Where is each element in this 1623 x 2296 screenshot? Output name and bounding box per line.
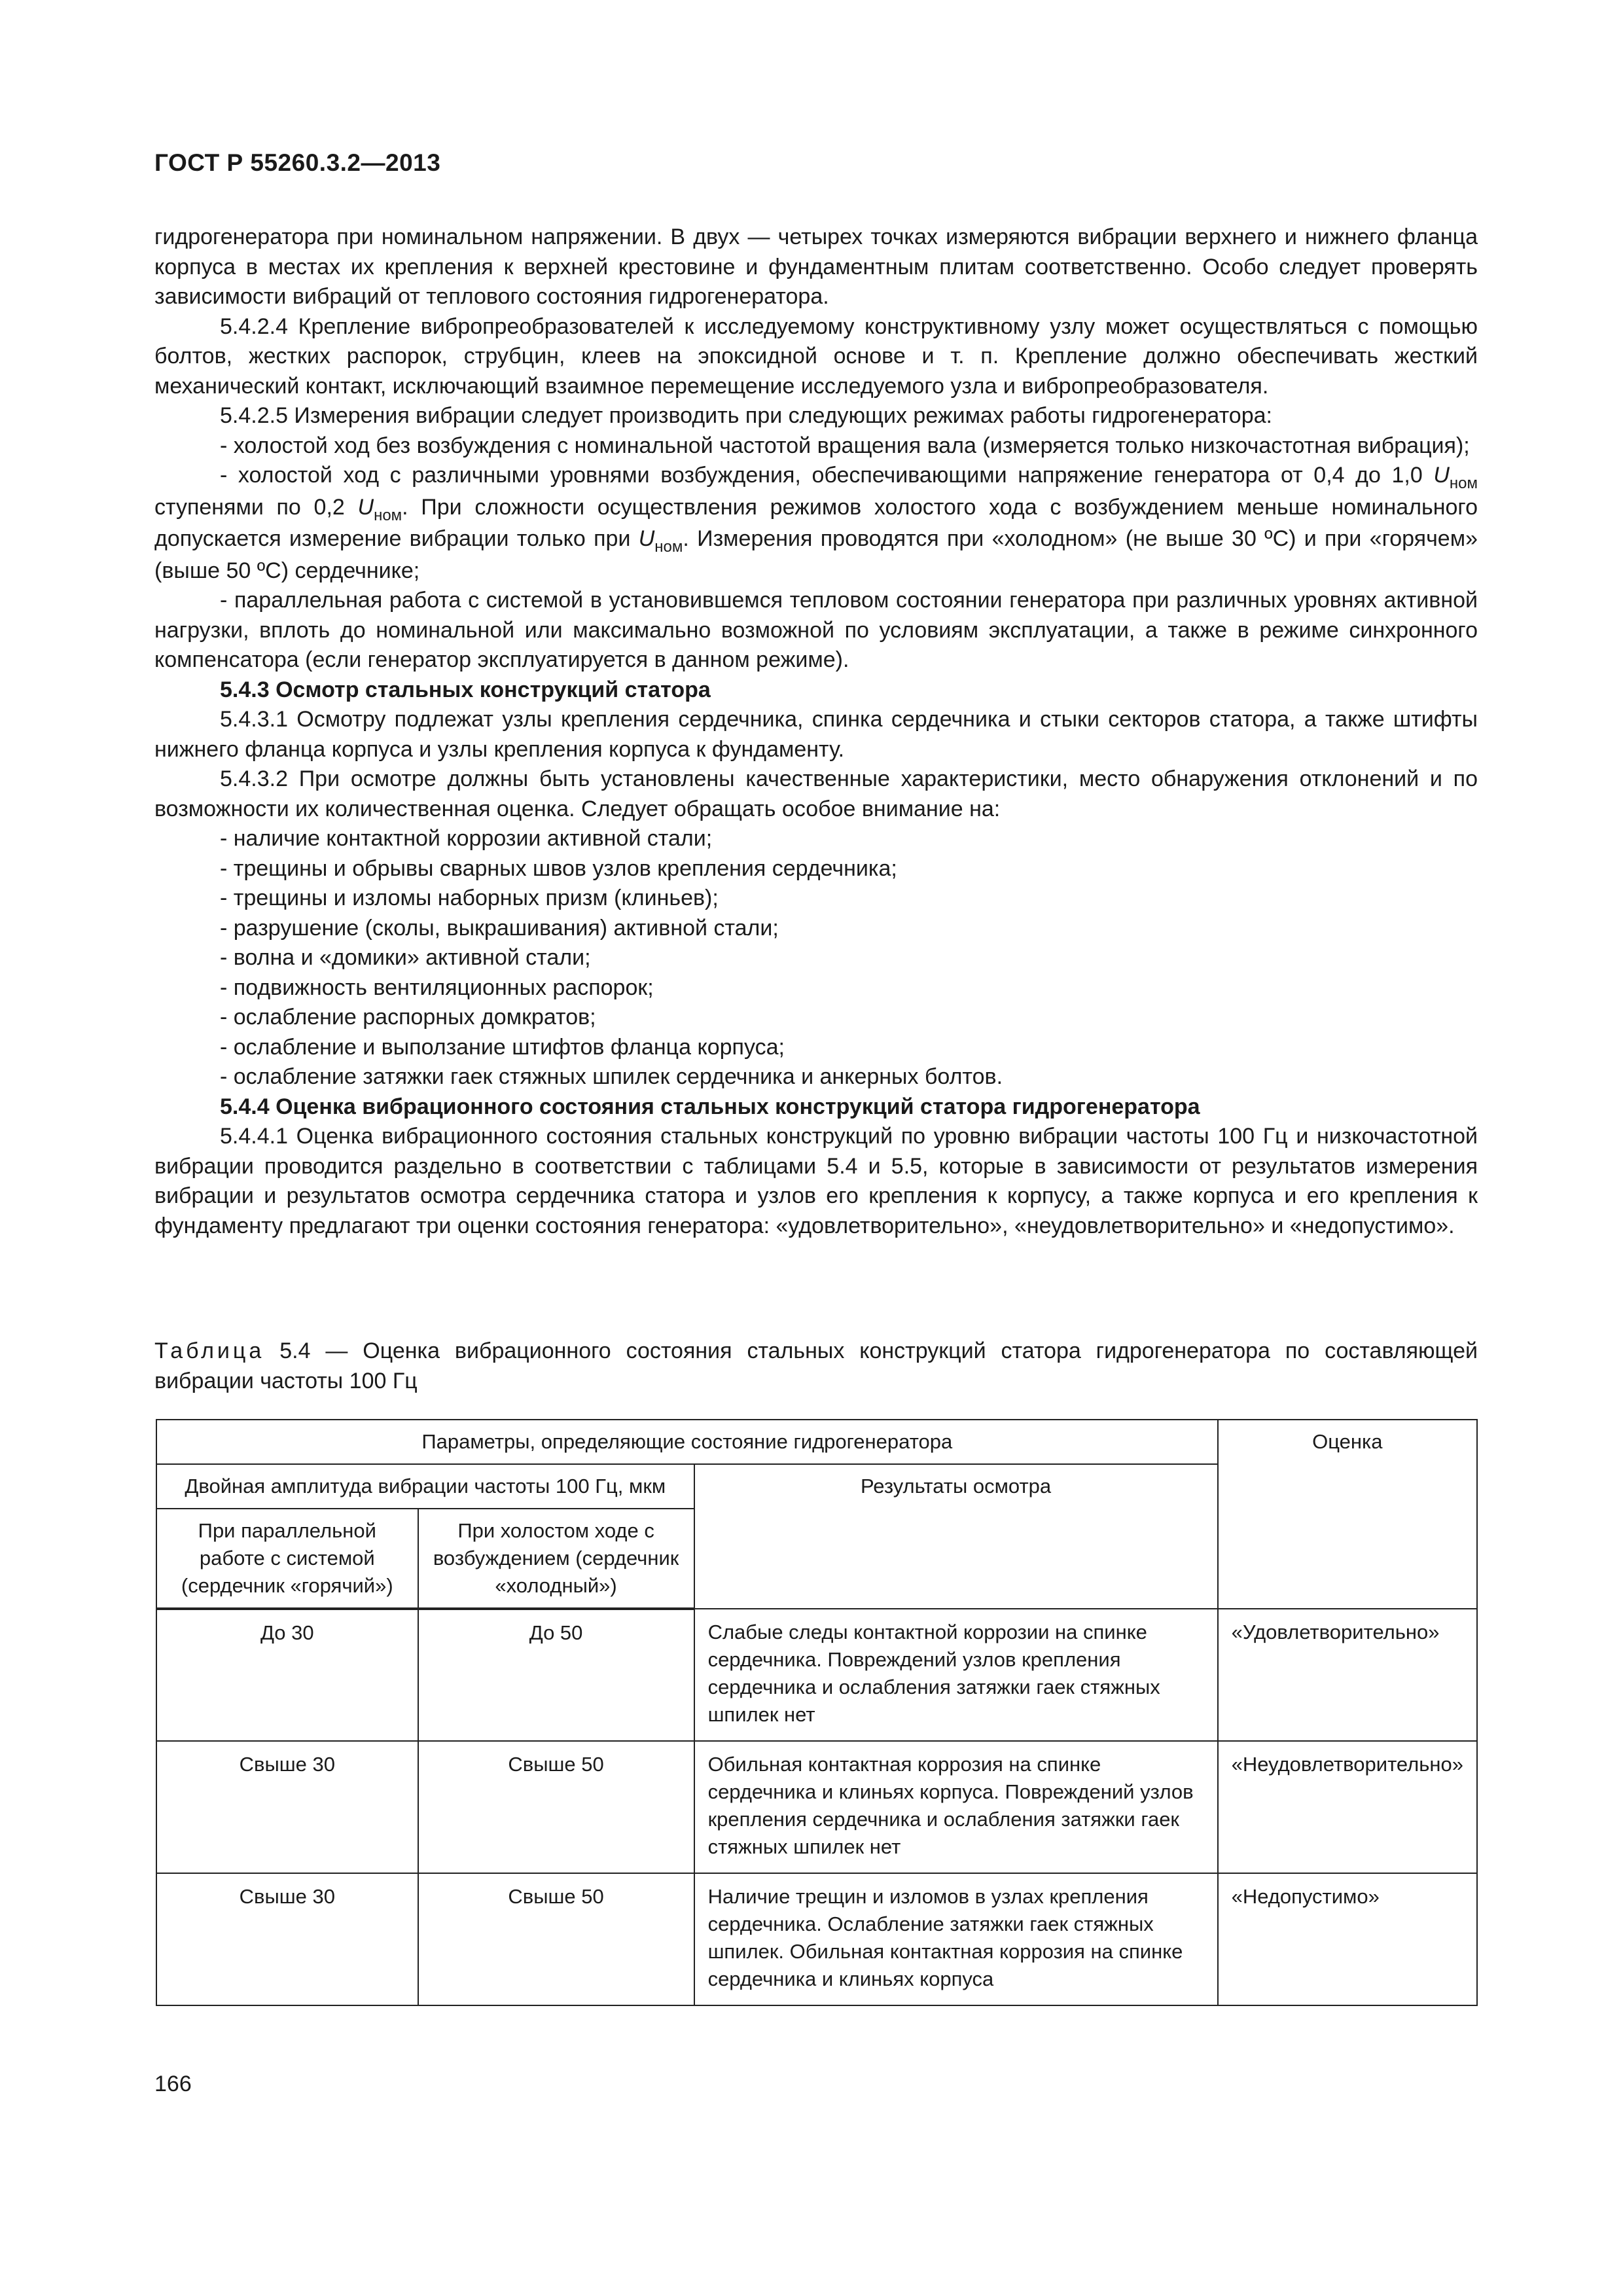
symbol-u: U: [1433, 463, 1450, 488]
symbol-u: U: [357, 494, 374, 520]
list-item: - трещины и изломы наборных призм (клиньев);: [220, 886, 719, 910]
body-text: [154, 223, 1478, 1241]
cell-result: Наличие трещин и изломов в узлах крепления сердечника. Ослабление затяжки гаек стяжных шпилек. Обильная контактная коррозия на спинке сердечника и клиньях корпуса: [694, 1873, 1218, 2005]
text-span: . При сложности осуществления режимов холостого хода с возбуждением меньше номинального допускается измерение вибрации только при: [154, 494, 1478, 551]
cell-parallel: Свыше 30: [156, 1741, 418, 1873]
symbol-u: U: [638, 526, 655, 551]
paragraph: [154, 461, 1478, 586]
table-header-parallel: При параллельной работе с системой (сердечник «горячий»): [156, 1509, 418, 1609]
table-header-params: Параметры, определяющие состояние гидрогенератора: [156, 1420, 1218, 1464]
paragraph: 5.4.4.1 Оценка вибрационного состояния стальных конструкций по уровню вибрации частоты 100 Гц и низкочастотной вибрации проводится раздельно в соответствии с таблицами 5.4 и 5.5, которые в зависимости от результатов измерения вибрации и результатов осмотра сердечника статора и узлов его крепления к корпусу, а также корпуса и его крепления к фундаменту предлагают три оценки состояния генератора: «удовлетворительно», «неудовлетворительно» и «недопустимо».: [154, 1124, 1478, 1238]
cell-result: Обильная контактная коррозия на спинке сердечника и клиньях корпуса. Повреждений узлов крепления сердечника и ослабления затяжки гаек стяжных шпилек нет: [694, 1741, 1218, 1873]
cell-rating: «Недопустимо»: [1218, 1873, 1477, 2005]
cell-parallel: Свыше 30: [156, 1873, 418, 2005]
list-item: - наличие контактной коррозии активной стали;: [220, 826, 713, 851]
text-span: - холостой ход с различными уровнями возбуждения, обеспечивающими напряжение генератора от 0,4 до 1,0: [220, 463, 1434, 488]
table-caption-text: 5.4 — Оценка вибрационного состояния стальных конструкций статора гидрогенератора по составляющей вибрации частоты 100 Гц: [154, 1338, 1478, 1393]
subscript: ном: [654, 538, 683, 556]
text-span: ступенями по 0,2: [154, 494, 358, 520]
cell-rating: «Неудовлетворительно»: [1218, 1741, 1477, 1873]
table-row: [156, 1873, 1477, 2005]
paragraph: - холостой ход без возбуждения с номинальной частотой вращения вала (измеряется только низкочастотная вибрация);: [220, 433, 1470, 458]
cell-idle: Свыше 50: [418, 1741, 694, 1873]
table-row: [156, 1609, 1477, 1741]
paragraph: 5.4.3.1 Осмотру подлежат узлы крепления сердечника, спинка сердечника и стыки секторов статора, а также штифты нижнего фланца корпуса и узлы крепления корпуса к фундаменту.: [154, 707, 1478, 762]
cell-parallel: До 30: [156, 1609, 418, 1741]
table-row: [156, 1741, 1477, 1873]
list-item: - ослабление и выползание штифтов фланца корпуса;: [220, 1034, 785, 1060]
document-header: ГОСТ Р 55260.3.2—2013: [154, 149, 441, 176]
cell-rating: «Удовлетворительно»: [1218, 1609, 1477, 1741]
paragraph: гидрогенератора при номинальном напряжении. В двух — четырех точках измеряются вибрации верхнего и нижнего фланца корпуса в местах их крепления к верхней крестовине и фундаментным плитам соответственно. Особо следует проверять зависимости вибраций от теплового состояния гидрогенератора.: [154, 224, 1478, 309]
section-heading: 5.4.4 Оценка вибрационного состояния стальных конструкций статора гидрогенератора: [220, 1094, 1200, 1119]
paragraph: - параллельная работа с системой в установившемся тепловом состоянии генератора при различных уровнях активной нагрузки, вплоть до номинальной или максимально возможной по условиям эксплуатации, а также в режиме синхронного компенсатора (если генератор эксплуатируется в данном режиме).: [154, 588, 1478, 672]
cell-idle: Свыше 50: [418, 1873, 694, 2005]
table-caption-label: Таблица: [154, 1338, 265, 1363]
list-item: - ослабление распорных домкратов;: [220, 1005, 596, 1030]
list-item: - трещины и обрывы сварных швов узлов крепления сердечника;: [220, 855, 897, 881]
table-header-rating: Оценка: [1218, 1420, 1477, 1609]
page-number: 166: [154, 2072, 192, 2096]
subscript: ном: [374, 506, 402, 524]
section-heading: 5.4.3 Осмотр стальных конструкций статора: [220, 677, 711, 702]
list-item: - подвижность вентиляционных распорок;: [220, 975, 654, 1000]
table-header-results: Результаты осмотра: [694, 1464, 1218, 1609]
text-span: . Измерения проводятся при «холодном» (не выше 30 ºС) и при «горячем» (выше 50 ºС) сердечнике;: [154, 526, 1478, 583]
list-item: - разрушение (сколы, выкрашивания) активной стали;: [220, 915, 779, 941]
table-caption: [154, 1336, 1478, 1396]
table-header-amplitude: Двойная амплитуда вибрации частоты 100 Гц, мкм: [156, 1464, 694, 1509]
list-item: - ослабление затяжки гаек стяжных шпилек сердечника и анкерных болтов.: [220, 1064, 1003, 1089]
cell-result: Слабые следы контактной коррозии на спинке сердечника. Повреждений узлов крепления сердечника и ослабления затяжки гаек стяжных шпилек нет: [694, 1609, 1218, 1741]
table-header-idle: При холостом ходе с возбуждением (сердечник «холодный»): [418, 1509, 694, 1609]
assessment-table: [156, 1419, 1478, 2006]
paragraph: 5.4.3.2 При осмотре должны быть установлены качественные характеристики, место обнаружения отклонений и по возможности их количественная оценка. Следует обращать особое внимание на:: [154, 766, 1478, 821]
paragraph: 5.4.2.4 Крепление вибропреобразователей к исследуемому конструктивному узлу может осуществляться с помощью болтов, жестких распорок, струбцин, клеев на эпоксидной основе и т. п. Крепление должно обеспечивать жесткий механический контакт, исключающий взаимное перемещение исследуемого узла и вибропреобразователя.: [154, 314, 1478, 399]
list-item: - волна и «домики» активной стали;: [220, 945, 591, 970]
subscript: ном: [1449, 475, 1478, 492]
paragraph: 5.4.2.5 Измерения вибрации следует производить при следующих режимах работы гидрогенератора:: [220, 403, 1272, 428]
cell-idle: До 50: [418, 1609, 694, 1741]
